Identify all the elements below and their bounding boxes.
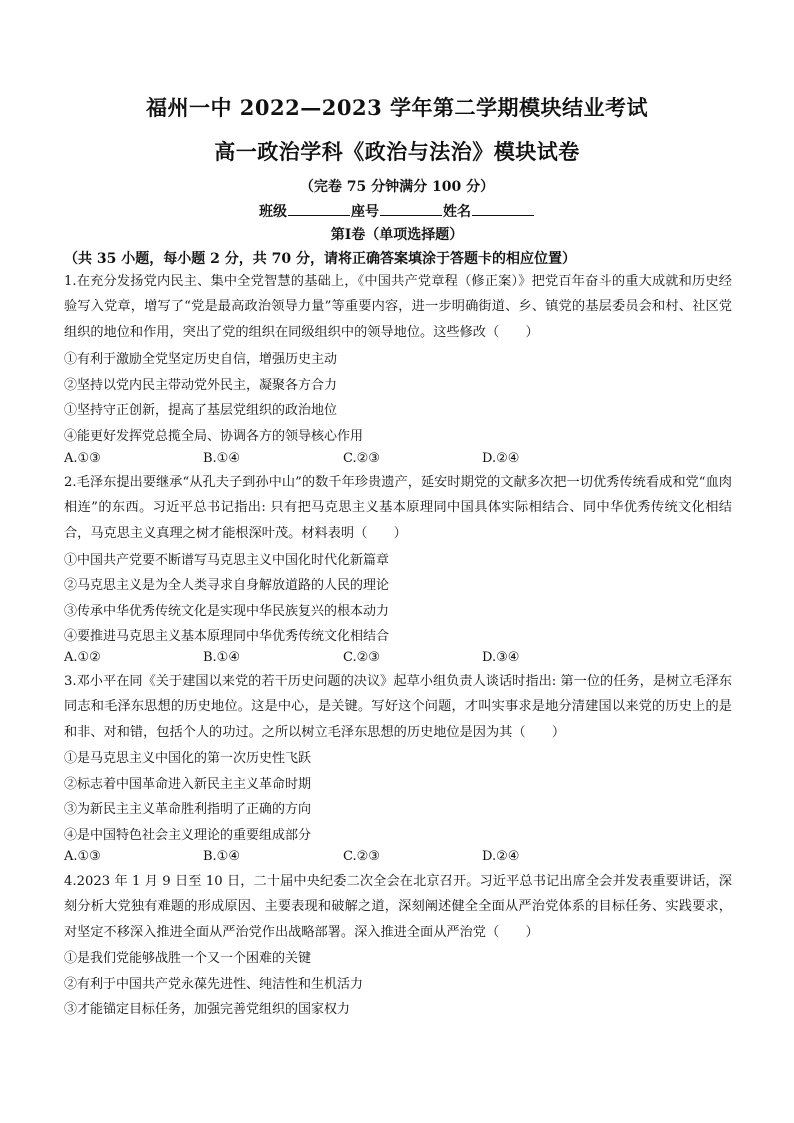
question-1-option-4: ④能更好发挥党总揽全局、协调各方的领导核心作用	[64, 429, 364, 444]
question-3-option-2: ②标志着中国革命进入新民主主义革命时期	[64, 777, 312, 792]
question-4-stem: 4.2023 年 1 月 9 日至 10 日，二十届中央纪委二次全会在北京召开。习近平总书记出席全会并发表重要讲话，深刻分析大党独有难题的形成原因、主要表现和破解之道，深刻阐述健全全面从严治党体系的目标任务、实践要求，对坚定不移深入推进全面从严治党作出战略部署。深入推进全面从严治党（ ）	[64, 874, 732, 940]
student-info-line	[0, 201, 794, 221]
question-3-option-4: ④是中国特色社会主义理论的重要组成部分	[64, 828, 312, 843]
choice-b[interactable]: B.①④	[203, 849, 240, 864]
choice-a[interactable]: A.①③	[64, 451, 101, 466]
choice-a[interactable]: A.①②	[64, 650, 101, 665]
class-field[interactable]	[288, 201, 350, 216]
choice-a[interactable]: A.①③	[64, 849, 101, 864]
choice-d[interactable]: D.②④	[482, 849, 520, 864]
question-2-option-2: ②马克思主义是为全人类寻求自身解放道路的人民的理论	[64, 578, 390, 593]
seat-field[interactable]	[380, 201, 442, 216]
question-1-stem: 1.在充分发扬党内民主、集中全党智慧的基础上，《中国共产党章程（修正案）》把党百年奋斗的重大成就和历史经验写入党章，增写了“党是最高政治领导力量”等重要内容，进一步明确街道、乡、镇党的基层委员会和村、社区党组织的地位和作用，突出了党的组织在同级组织中的领导地位。这些修改（ ）	[64, 274, 732, 340]
choice-d[interactable]: D.②④	[482, 451, 520, 466]
name-label: 姓名	[443, 204, 471, 220]
question-2-stem: 2.毛泽东提出要继承“从孔夫子到孙中山”的数千年珍贵遗产，延安时期党的文献多次把一切优秀传统看成和党“血肉相连”的东西。习近平总书记指出: 只有把马克思主义基本原理同中国具体实际相结合、同中华优秀传统文化相结合，马克思主义真理之树才能根深叶茂。材料表明（ ）	[64, 475, 732, 541]
question-3-option-1: ①是马克思主义中国化的第一次历史性飞跃	[64, 751, 312, 766]
choice-c[interactable]: C.②③	[343, 451, 380, 466]
choice-b[interactable]: B.①④	[203, 451, 240, 466]
question-1-option-1: ①有利于激励全党坚定历史自信，增强历史主动	[64, 352, 338, 367]
question-4-option-2: ②有利于中国共产党永葆先进性、纯洁性和生机活力	[64, 977, 364, 992]
choice-c[interactable]: C.②③	[343, 650, 380, 665]
seat-label: 座号	[351, 204, 379, 220]
exam-info: （完卷 75 分钟满分 100 分）	[299, 179, 495, 195]
choice-b[interactable]: B.①④	[203, 650, 240, 665]
question-3-option-3: ③为新民主主义革命胜利指明了正确的方向	[64, 802, 312, 817]
choice-d[interactable]: D.③④	[482, 650, 520, 665]
question-2-option-4: ④要推进马克思主义基本原理同中华优秀传统文化相结合	[64, 629, 390, 644]
question-3-stem: 3.邓小平在同《关于建国以来党的若干历史问题的决议》起草小组负责人谈话时指出: 第一位的任务，是树立毛泽东同志和毛泽东思想的历史地位。这是中心，是关键。写好这个问题，才叫实事求是地分清建国以来党的历史上的是和非、对和错，包括个人的功过。之所以树立毛泽东思想的历史地位是因为其（ ）	[64, 674, 732, 740]
question-2-option-3: ③传承中华优秀传统文化是实现中华民族复兴的根本动力	[64, 604, 390, 619]
question-1-option-3: ①坚持守正创新，提高了基层党组织的政治地位	[64, 403, 338, 418]
question-4-option-1: ①是我们党能够战胜一个又一个困难的关键	[64, 951, 312, 966]
class-label: 班级	[259, 204, 287, 220]
exam-subtitle: 高一政治学科《政治与法治》模块试卷	[214, 139, 580, 164]
name-field[interactable]	[472, 201, 534, 216]
section-title: 第Ⅰ卷（单项选择题）	[330, 227, 464, 243]
question-2-option-1: ①中国共产党要不断谱写马克思主义中国化时代化新篇章	[64, 553, 390, 568]
choice-c[interactable]: C.②③	[343, 849, 380, 864]
exam-title: 福州一中 2022—2023 学年第二学期模块结业考试	[145, 95, 648, 120]
question-1-option-2: ②坚持以党内民主带动党外民主，凝聚各方合力	[64, 378, 338, 393]
question-4-option-3: ③才能锚定目标任务，加强完善党组织的国家权力	[64, 1002, 351, 1017]
instructions: （共 35 小题，每小题 2 分，共 70 分，请将正确答案填涂于答题卡的相应位置）	[64, 251, 576, 267]
